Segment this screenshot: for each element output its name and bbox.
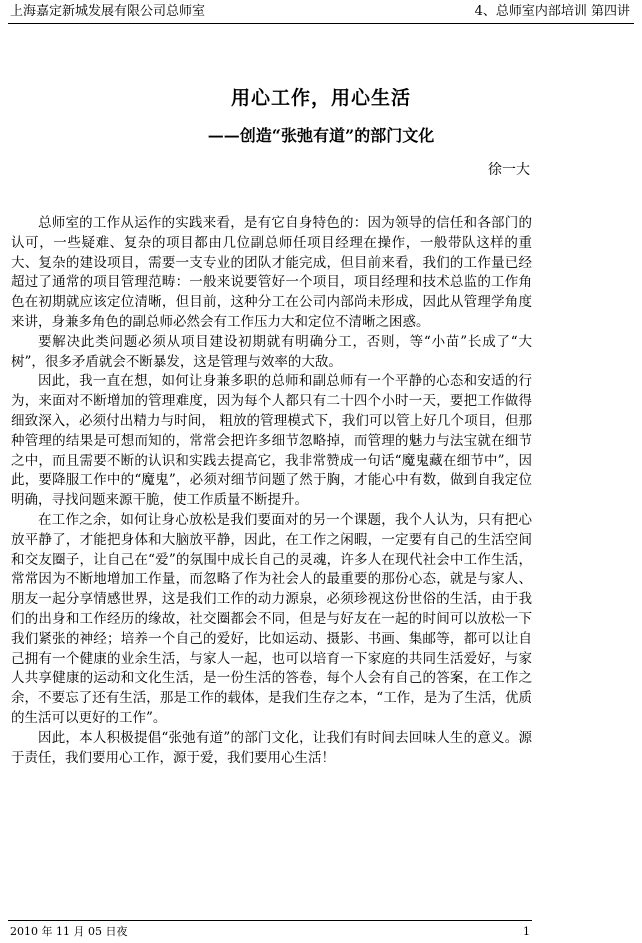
paragraph: 在工作之余，如何让身心放松是我们要面对的另一个课题，我个人认为，只有把心放平静了，才能把身体和大脑放平静，因此，在工作之闲暇，一定要有自己的生活空间和交友圈子，让自己在“爱”的氛围中成长自己的灵魂，许多人在现代社会中工作生活，常常因为不断地增加工作量，而忽略了作为社会人的最重要的那份心态，就是与家人、朋友一起分享情感世界，这是我们工作的动力源泉，必须珍视这份世俗的生活，由于我们的出身和工作经历的缘故，社交圈都会不同，但是与好友在一起的时间可以放松一下我们紧张的神经；培养一个自己的爱好，比如运动、摄影、书画、集邮等，都可以让自己拥有一个健康的业余生活，与家人一起，也可以培育一下家庭的共同生活爱好，与家人共享健康的运动和文化生活，是一份生活的答卷，每个人会有自己的答案，在工作之余，不要忘了还有生活，那是工作的载体，是我们生存之本，“工作，是为了生活，优质的生活可以更好的工作”。 — [11, 511, 532, 726]
page-number: 1 — [523, 925, 530, 938]
footer-date: 2010 年 11 月 05 日夜 — [10, 925, 128, 938]
paragraph: 因此，我一直在想，如何让身兼多职的总师和副总师有一个平静的心态和安适的行为，来面对不断增加的管理难度，因为每个人都只有二十四个小时一天，要把工作做得细致深入，必须付出精力与时间， 粗放的管理模式下，我们可以管上好几个项目，但那种管理的结果是可想而知的，常常会把许多细节忽略掉，而管理的魅力与法宝就在细节之中，而且需要不断的认识和实践去提高它，我非常赞成一句话“魔鬼藏在细节中”，因此，要降服工作中的“魔鬼”，必须对细节问题了然于胸，才能心中有数，做到自我定位明确，寻找问题来源干脆，使工作质量不断提升。 — [11, 373, 532, 509]
article-subtitle: ——创造“张弛有道”的部门文化 — [207, 126, 435, 145]
paragraph: 要解决此类问题必须从项目建设初期就有明确分工，否则，等“小苗”长成了“大树”，很多矛盾就会不断暴发，这是管理与效率的大敌。 — [11, 333, 532, 370]
paragraph: 总师室的工作从运作的实践来看，是有它自身特色的：因为领导的信任和各部门的认可，一些疑难、复杂的项目都由几位副总师任项目经理在操作，一般带队这样的重大、复杂的建设项目，需要一支专业的团队才能完成，但目前来看，我们的工作量已经超过了通常的项目管理范畴：一般来说要管好一个项目，项目经理和技术总监的工作角色在初期就应该定位清晰，但目前，这种分工在公司内部尚未形成，因此从管理学角度来讲，身兼多角色的副总师必然会有工作压力大和定位不清晰之困惑。 — [11, 215, 532, 330]
header-company: 上海嘉定新城发展有限公司总师室 — [10, 4, 206, 19]
page-footer — [10, 924, 530, 942]
article-author: 徐一大 — [488, 162, 530, 178]
header-divider — [8, 23, 634, 24]
page-header — [10, 2, 632, 24]
article-body — [11, 214, 532, 768]
header-lecture: 4、总师室内部培训 第四讲 — [474, 4, 630, 19]
footer-divider — [8, 920, 532, 921]
paragraph: 因此，本人积极提倡“张弛有道”的部门文化，让我们有时间去回味人生的意义。源于责任，我们要用心工作，源于爱，我们要用心生活！ — [11, 729, 532, 766]
article-title: 用心工作，用心生活 — [230, 87, 411, 109]
